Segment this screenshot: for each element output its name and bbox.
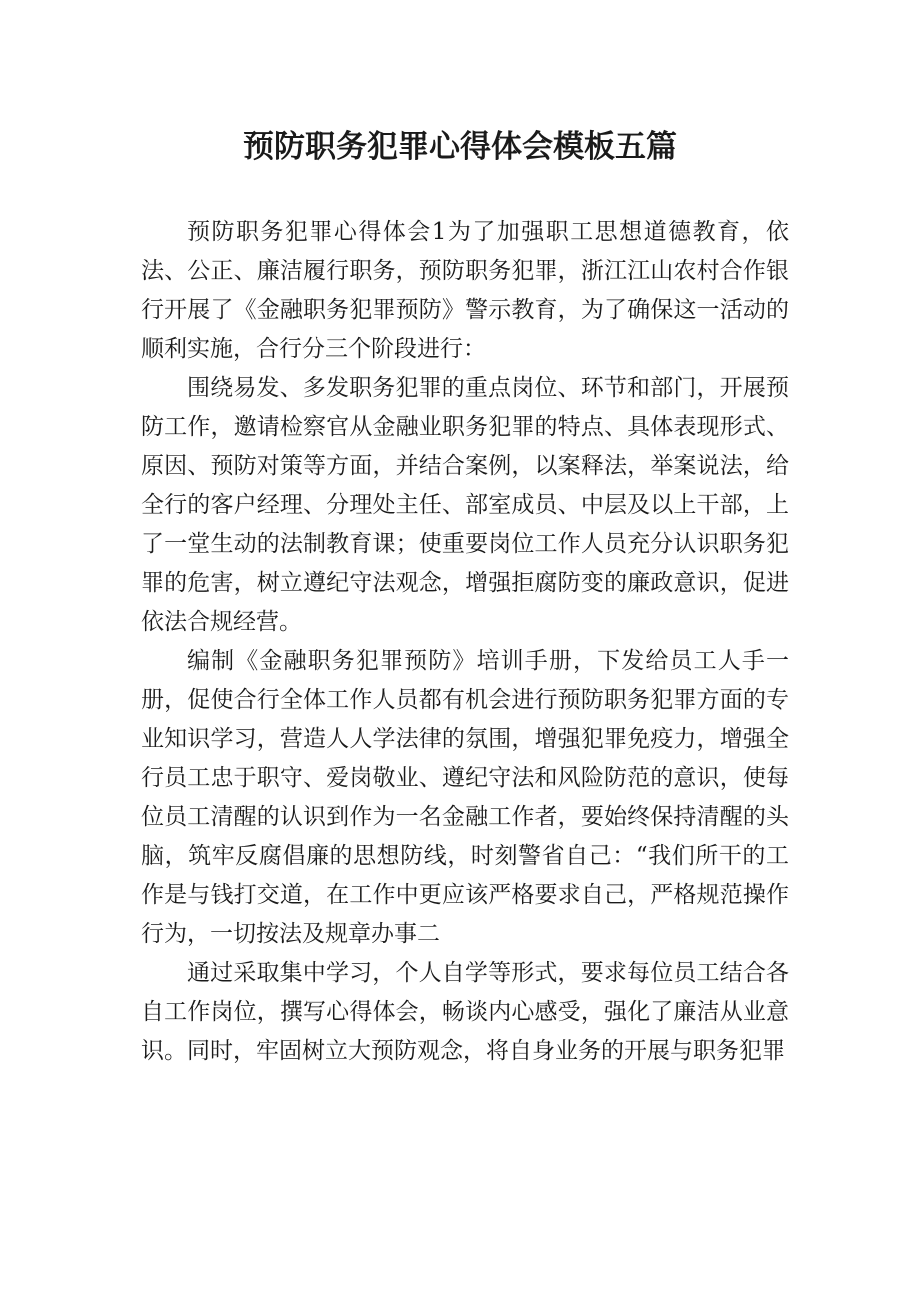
document-title: 预防职务犯罪心得体会模板五篇: [243, 129, 677, 165]
paragraph-1: 预防职务犯罪心得体会1为了加强职工思想道德教育，依法、公正、廉洁履行职务，预防职务犯罪，浙江江山农村合作银行开展了《金融职务犯罪预防》警示教育，为了确保这一活动的顺利实施，合行分三个阶段进行：: [141, 219, 789, 362]
document-body: [141, 213, 789, 1071]
paragraph-4: 通过采取集中学习，个人自学等形式，要求每位员工结合各自工作岗位，撰写心得体会，畅谈内心感受，强化了廉洁从业意识。同时，牢固树立大预防观念，将自身业务的开展与职务犯罪: [141, 960, 789, 1064]
paragraph-3: 编制《金融职务犯罪预防》培训手册，下发给员工人手一册，促使合行全体工作人员都有机会进行预防职务犯罪方面的专业知识学习，营造人人学法律的氛围，增强犯罪免疫力，增强全行员工忠于职守、爱岗敬业、遵纪守法和风险防范的意识，使每位员工清醒的认识到作为一名金融工作者，要始终保持清醒的头脑，筑牢反腐倡廉的思想防线，时刻警省自己：“我们所干的工作是与钱打交道，在工作中更应该严格要求自己，严格规范操作行为，一切按法及规章办事二: [141, 648, 789, 947]
paragraph-2: 围绕易发、多发职务犯罪的重点岗位、环节和部门，开展预防工作，邀请检察官从金融业职务犯罪的特点、具体表现形式、原因、预防对策等方面，并结合案例，以案释法，举案说法，给全行的客户经理、分理处主任、部室成员、中层及以上干部，上了一堂生动的法制教育课；使重要岗位工作人员充分认识职务犯罪的危害，树立遵纪守法观念，增强拒腐防变的廉政意识，促进依法合规经营。: [141, 375, 789, 635]
